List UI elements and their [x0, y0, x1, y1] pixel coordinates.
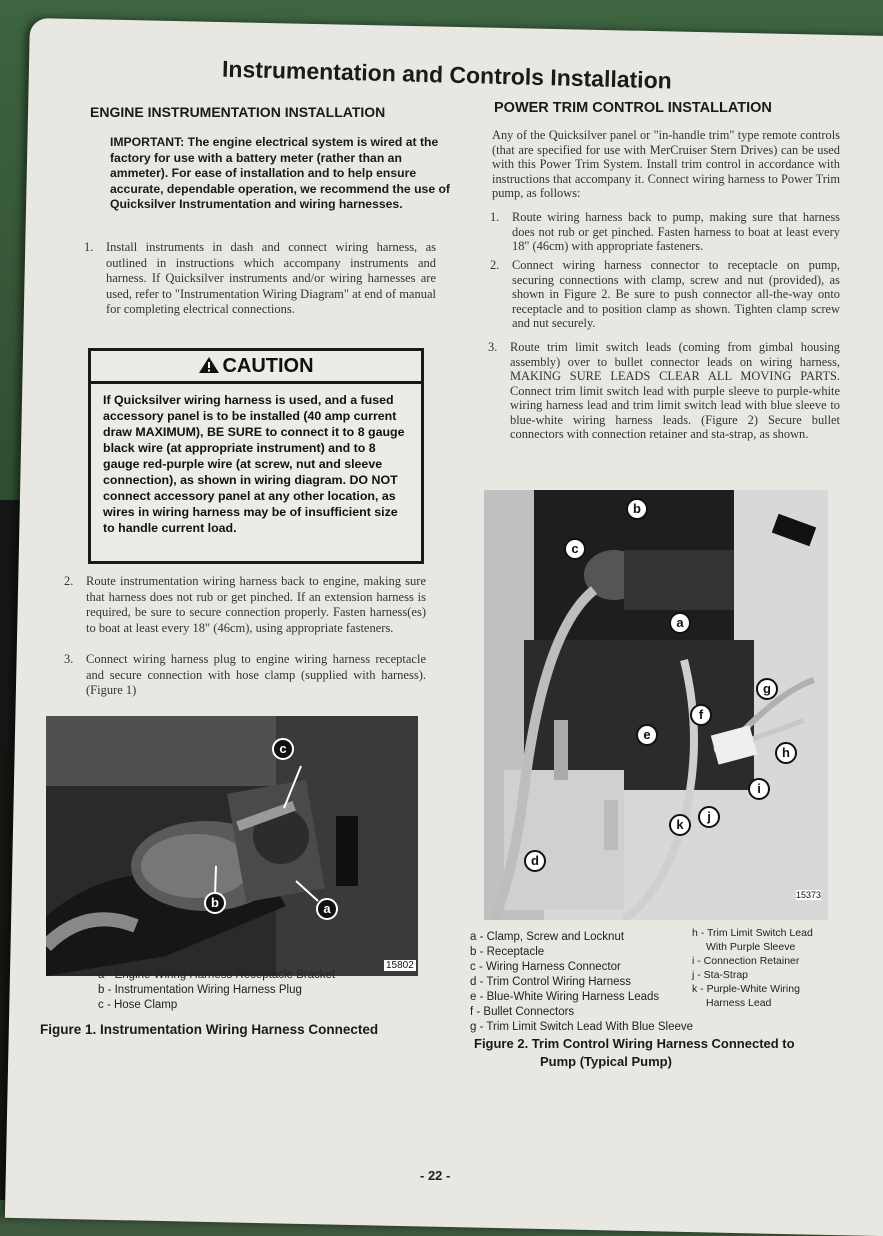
callout-c: c — [272, 738, 294, 760]
legend-item: b - Instrumentation Wiring Harness Plug — [98, 984, 302, 996]
legend-item: a - Clamp, Screw and Locknut — [470, 931, 625, 943]
caution-label: CAUTION — [222, 355, 314, 377]
figure-1-illustration — [46, 716, 418, 976]
legend-item: f - Bullet Connectors — [470, 1006, 575, 1018]
callout-f: f — [690, 704, 712, 726]
right-step-3 — [488, 340, 840, 442]
step-number: 1. — [84, 240, 94, 254]
caution-box — [88, 348, 424, 564]
step-number: 2. — [490, 258, 500, 272]
left-step-3 — [64, 652, 426, 699]
legend-item: i - Connection Retainer — [692, 955, 800, 967]
left-section-heading: ENGINE INSTRUMENTATION INSTALLATION — [90, 104, 386, 120]
right-intro: Any of the Quicksilver panel or "in-handle trim" type remote controls (that are specified for use with MerCruiser Stern Drives) can be used with this Power Trim System. Install trim control in accordance with instructions that accompany it. Connect wiring harness to Power Trim pump, as follows: — [492, 128, 840, 200]
step-text: Route trim limit switch leads (coming from gimbal housing assembly) over to bullet connector leads on wiring harness, MAKING SURE LEADS CLEAR ALL MOVING PARTS. Connect trim limit switch lead with purple sleeve to purple-white wiring harness lead and trim limit switch lead with blue sleeve to blue-white wiring harness leads. (Figure 2) Secure bullet connectors with connection retainer and sta-strap, as shown. — [510, 340, 840, 441]
right-section-heading: POWER TRIM CONTROL INSTALLATION — [494, 100, 772, 116]
legend-item: k - Purple-White Wiring — [692, 983, 800, 995]
callout-c: c — [564, 538, 586, 560]
legend-item: a - Engine Wiring Harness Receptacle Bracket — [98, 969, 336, 981]
warning-icon — [198, 356, 220, 374]
figure-1-number: 15802 — [386, 960, 414, 971]
callout-e: e — [636, 724, 658, 746]
left-step-2 — [64, 574, 426, 636]
callout-j: j — [698, 806, 720, 828]
legend-item: b - Receptacle — [470, 946, 545, 958]
step-number: 3. — [488, 340, 498, 354]
page-number: - 22 - — [420, 1168, 451, 1183]
callout-i: i — [748, 778, 770, 800]
figure-2-number: 15373 — [796, 890, 822, 900]
left-step-1 — [84, 240, 436, 318]
figure-1-photo — [46, 716, 418, 976]
figure-1-caption: Figure 1. Instrumentation Wiring Harness Connected — [40, 1022, 379, 1037]
step-number: 2. — [64, 574, 74, 588]
legend-item: c - Hose Clamp — [98, 999, 178, 1011]
figure-2-legend-right — [692, 926, 813, 1010]
step-text: Connect wiring harness connector to receptacle on pump, securing connections with clamp, screw and nut (provided), as shown in Figure 2. Be sure to push connector all-the-way onto receptacle and to position clamp as shown. Tighten clamp screw and nut securely. — [512, 258, 840, 330]
figure-1-legend — [98, 968, 335, 1013]
legend-item: g - Trim Limit Switch Lead With Blue Sleeve — [470, 1021, 694, 1033]
legend-item: h - Trim Limit Switch Lead — [692, 927, 813, 939]
important-note: IMPORTANT: The engine electrical system is wired at the factory for use with a battery meter (rather than an ammeter). For ease of installation and to help ensure accurate, dependable operation, we recommend the use of Quicksilver Instrumentation and wiring harnesses. — [110, 135, 450, 211]
callout-k: k — [669, 814, 691, 836]
legend-item: c - Wiring Harness Connector — [470, 961, 621, 973]
legend-item: Harness Lead — [706, 997, 772, 1009]
callout-a: a — [669, 612, 691, 634]
callout-a: a — [316, 898, 338, 920]
figure-2-caption-line-1: Figure 2. Trim Control Wiring Harness Connected to — [474, 1036, 795, 1051]
figure-2-legend-left — [470, 930, 693, 1035]
callout-g: g — [756, 678, 778, 700]
right-step-2 — [490, 258, 840, 331]
legend-item: d - Trim Control Wiring Harness — [470, 976, 632, 988]
step-text: Route instrumentation wiring harness back to engine, making sure that harness does not rub or get pinched. If an extension harness is required, be sure to secure connection properly. Fasten harness(es) to boat at least every 18" (46cm), using appropriate fasteners. — [86, 574, 426, 635]
step-text: Connect wiring harness plug to engine wiring harness receptacle and secure connection with hose clamp (supplied with harness). (Figure 1) — [86, 652, 426, 697]
figure-2-caption-line-2: Pump (Typical Pump) — [540, 1054, 672, 1069]
callout-b: b — [626, 498, 648, 520]
callout-b: b — [204, 892, 226, 914]
callout-d: d — [524, 850, 546, 872]
legend-item: With Purple Sleeve — [706, 941, 796, 953]
step-number: 1. — [490, 210, 500, 224]
callout-h: h — [775, 742, 797, 764]
page-title: Instrumentation and Controls Installation — [221, 55, 673, 94]
step-text: Install instruments in dash and connect wiring harness, as outlined in instructions which accompany instruments and harness. If Quicksilver instruments and/or wiring harnesses are used, refer to "Instrumentation Wiring Diagram" at end of manual for completing electrical connections. — [106, 240, 436, 316]
legend-item: e - Blue-White Wiring Harness Leads — [470, 991, 660, 1003]
legend-item: j - Sta-Strap — [692, 969, 749, 981]
step-number: 3. — [64, 652, 74, 666]
caution-body: If Quicksilver wiring harness is used, and a fused accessory panel is to be installed (40 amp current draw MAXIMUM), BE SURE to connect it to 8 gauge black wire (at appropriate instrument) and to 8 gauge red-purple wire (at screw, nut and sleeve connection), as shown in wiring diagram. DO NOT connect accessory panel at any other location, as wires in wiring harness may be of insufficient size to handle current load. — [103, 393, 405, 535]
right-step-1 — [490, 210, 840, 254]
caution-title — [91, 351, 421, 384]
figure-2-photo — [484, 490, 828, 920]
step-text: Route wiring harness back to pump, making sure that harness does not rub or get pinched. Fasten harness to boat at least every 18" (46cm) with appropriate fasteners. — [512, 210, 840, 253]
